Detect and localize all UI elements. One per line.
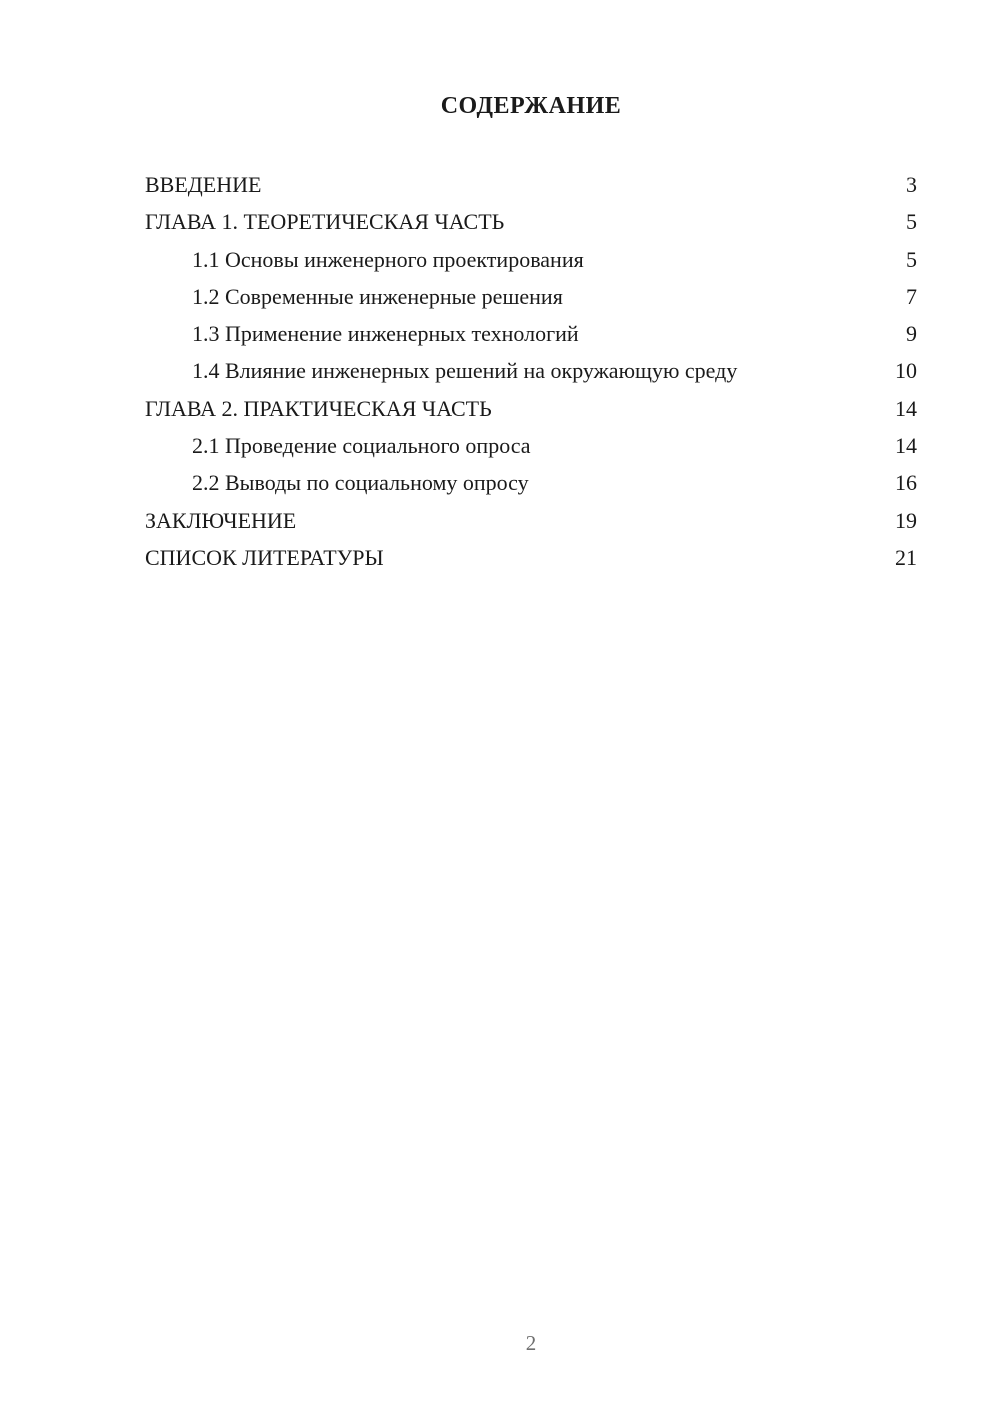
toc-entry-page: 7 <box>906 283 917 309</box>
toc-entry-2-1 <box>145 427 917 464</box>
toc-entry-page: 3 <box>906 172 917 197</box>
toc-entry-label: 1.4 Влияние инженерных решений на окружающую среду <box>192 358 738 384</box>
toc-entry-vvedenie <box>145 166 917 203</box>
toc-entry-label: ВВЕДЕНИЕ <box>145 172 262 197</box>
toc-entry-page: 19 <box>895 507 917 533</box>
toc-entry-label: ГЛАВА 2. ПРАКТИЧЕСКАЯ ЧАСТЬ <box>145 395 492 421</box>
toc-entry-label: СПИСОК ЛИТЕРАТУРЫ <box>145 544 384 570</box>
toc-entry-label: 1.1 Основы инженерного проектирования <box>192 246 584 272</box>
toc-entry-page: 14 <box>895 433 917 459</box>
toc-entry-label: 1.2 Современные инженерные решения <box>192 283 563 309</box>
toc-entry-page: 16 <box>895 470 917 496</box>
toc-entry-1-3 <box>145 315 917 352</box>
toc-entry-page: 10 <box>895 358 917 384</box>
toc-entry-page: 14 <box>895 395 917 421</box>
toc-entry-label: ЗАКЛЮЧЕНИЕ <box>145 507 297 533</box>
page-title: СОДЕРЖАНИЕ <box>440 93 622 119</box>
footer-page-number: 2 <box>525 1331 537 1355</box>
toc-entry-glava-1 <box>145 203 917 240</box>
toc-entry-label: 1.3 Применение инженерных технологий <box>192 321 579 347</box>
toc-entry-2-2 <box>145 464 917 501</box>
toc-entry-page: 9 <box>906 321 917 347</box>
toc-entry-spisok-literatury <box>145 539 917 576</box>
toc-entry-page: 21 <box>895 544 917 570</box>
toc-entry-1-1 <box>145 241 917 278</box>
toc-entry-label: 2.1 Проведение социального опроса <box>192 433 531 459</box>
table-of-contents <box>145 166 917 576</box>
toc-entry-glava-2 <box>145 390 917 427</box>
toc-entry-zaklyuchenie <box>145 502 917 539</box>
toc-entry-label: ГЛАВА 1. ТЕОРЕТИЧЕСКАЯ ЧАСТЬ <box>145 209 505 235</box>
toc-entry-page: 5 <box>906 246 917 272</box>
toc-entry-label: 2.2 Выводы по социальному опросу <box>192 470 529 496</box>
toc-entry-1-4 <box>145 352 917 389</box>
toc-entry-page: 5 <box>906 209 917 235</box>
toc-entry-1-2 <box>145 278 917 315</box>
